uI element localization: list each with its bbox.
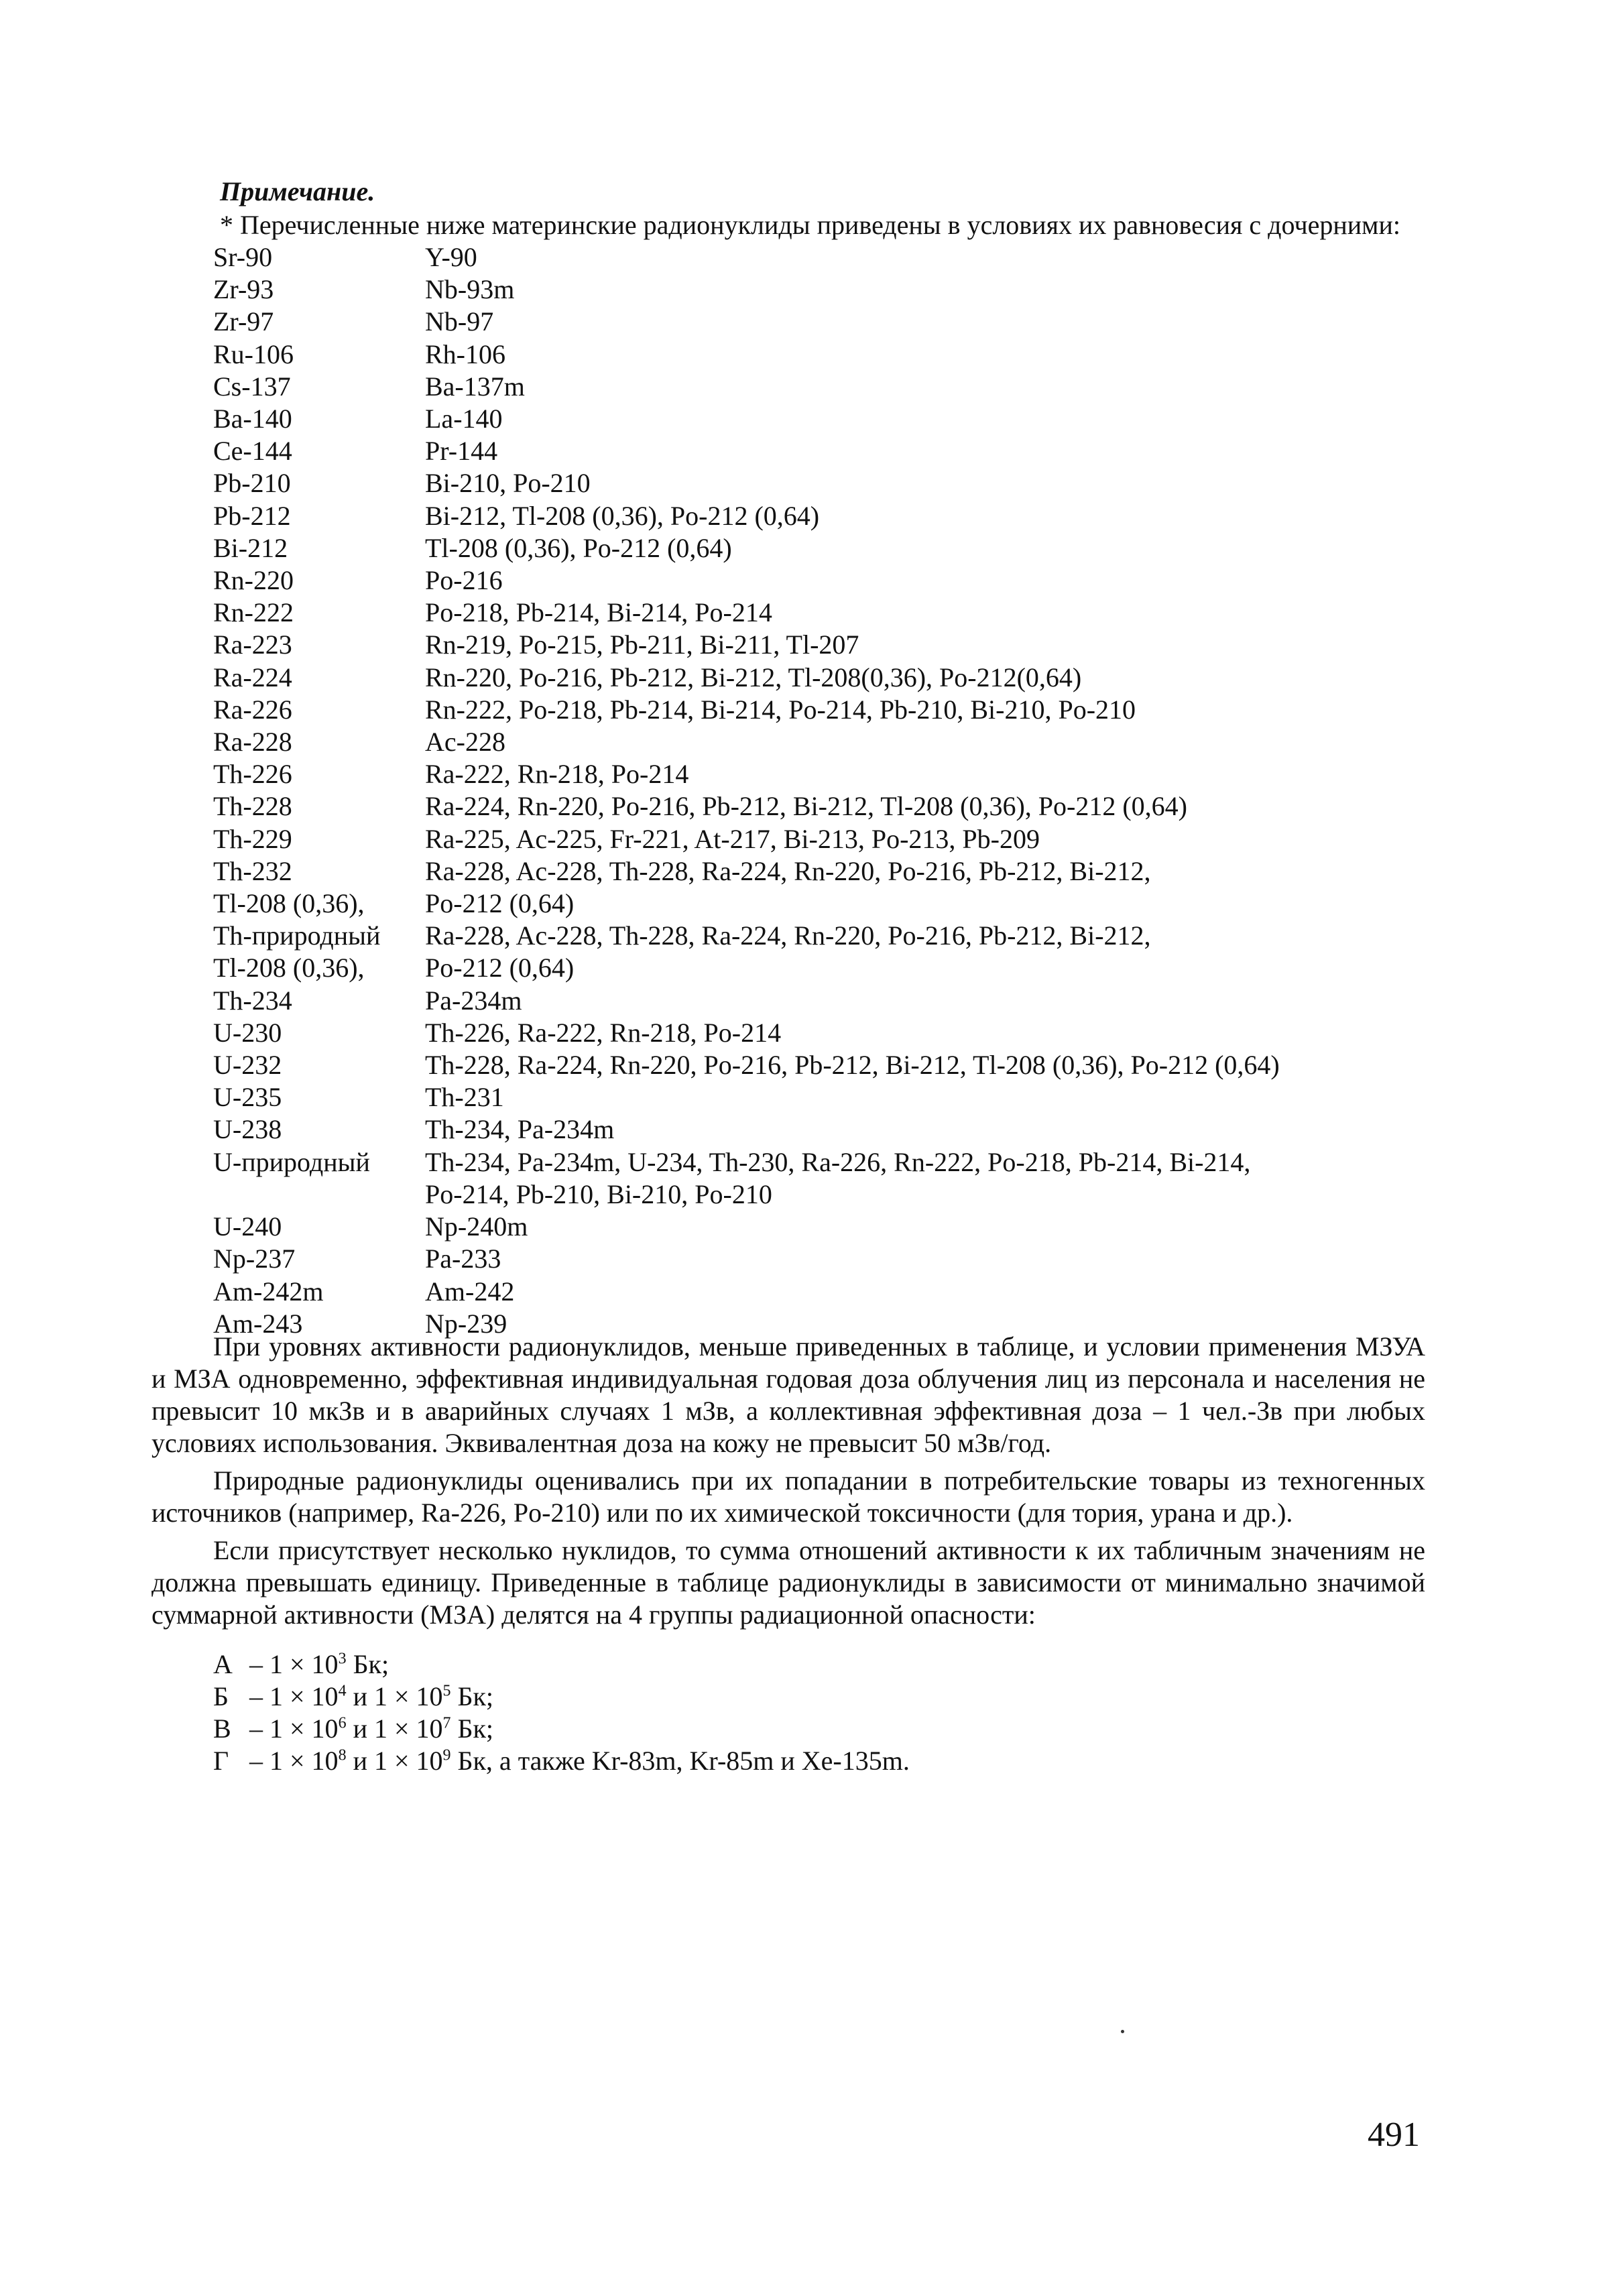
parent-nuclide: Zr-97 <box>213 306 274 337</box>
daughter-nuclides: Po-212 (0,64) <box>425 953 575 983</box>
hazard-group-row <box>213 1648 910 1681</box>
daughter-nuclides: Ra-224, Rn-220, Po-216, Pb-212, Bi-212, Tl-208 (0,36), Po-212 (0,64) <box>425 791 1187 822</box>
daughter-nuclides: Th-234, Pa-234m, U-234, Th-230, Ra-226, Rn-222, Po-218, Pb-214, Bi-214, <box>425 1146 1251 1177</box>
nuclide-row <box>213 1179 1420 1211</box>
nuclide-row <box>213 435 1420 467</box>
group-activity-prefix: – 1 × 10 <box>249 1681 339 1711</box>
group-exponent: 9 <box>442 1746 451 1764</box>
nuclide-row <box>213 1146 1420 1179</box>
nuclide-row <box>213 1081 1420 1113</box>
paragraph-natural-nuclides: Природные радионуклиды оценивались при их попадании в потребительские товары из техногенных источников (например, Ra-226, Po-210) или по их химической токсичности (для тория, урана и др.). <box>152 1465 1425 1528</box>
daughter-nuclides: Ra-228, Ac-228, Th-228, Ra-224, Rn-220, Po-216, Pb-212, Bi-212, <box>425 920 1151 951</box>
daughter-nuclides: Y-90 <box>425 242 477 272</box>
nuclide-row <box>213 371 1420 403</box>
parent-nuclide: U-230 <box>213 1017 282 1048</box>
daughter-nuclides: Th-226, Ra-222, Rn-218, Po-214 <box>425 1017 782 1048</box>
daughter-nuclides: Rn-220, Po-216, Pb-212, Bi-212, Tl-208(0,36), Po-212(0,64) <box>425 662 1082 692</box>
daughter-nuclides: Po-218, Pb-214, Bi-214, Po-214 <box>425 597 772 628</box>
nuclide-row <box>213 694 1420 726</box>
parent-nuclide: Th-229 <box>213 823 292 854</box>
nuclide-row <box>213 500 1420 532</box>
nuclide-row <box>213 532 1420 564</box>
parent-nuclide: Cs-137 <box>213 371 291 402</box>
daughter-nuclides: Np-239 <box>425 1308 507 1339</box>
parent-nuclide: Th-228 <box>213 791 292 822</box>
parent-nuclide: Pb-210 <box>213 468 291 499</box>
nuclide-row <box>213 564 1420 597</box>
nuclide-row <box>213 597 1420 629</box>
daughter-nuclides: Ra-228, Ac-228, Th-228, Ra-224, Rn-220, Po-216, Pb-212, Bi-212, <box>425 855 1151 886</box>
parent-nuclide: Th-234 <box>213 985 292 1016</box>
scan-speck <box>1121 2030 1124 2033</box>
nuclide-row <box>213 306 1420 338</box>
daughter-nuclides: Pr-144 <box>425 436 498 467</box>
group-exponent: 4 <box>338 1682 347 1700</box>
group-exponent: 7 <box>442 1714 451 1732</box>
parent-nuclide: Np-237 <box>213 1244 296 1274</box>
parent-nuclide: U-232 <box>213 1050 282 1081</box>
nuclide-row <box>213 985 1420 1017</box>
nuclide-table <box>213 241 1420 1340</box>
note-intro: * Перечисленные ниже материнские радионуклиды приведены в условиях их равновесия с дочерними: <box>220 210 1400 240</box>
nuclide-row <box>213 952 1420 984</box>
paragraphs <box>152 1331 1425 1636</box>
parent-nuclide: Ra-226 <box>213 694 292 725</box>
nuclide-row <box>213 339 1420 371</box>
nuclide-row <box>213 662 1420 694</box>
group-activity <box>249 1745 910 1777</box>
group-exponent: 5 <box>442 1682 451 1700</box>
nuclide-row <box>213 790 1420 823</box>
daughter-nuclides: Po-212 (0,64) <box>425 888 575 919</box>
paragraph-activity-levels: При уровнях активности радионуклидов, меньше приведенных в таблице, и условии применения МЗУА и МЗА одновременно, эффективная индивидуальная годовая доза облучения лиц из персонала и населения не превысит 10 мкЗв и в аварийных случаях 1 мЗв, а коллективная эффективная доза – 1 чел.-Зв при любых условиях использования. Эквивалентная доза на кожу не превысит 50 мЗв/год. <box>152 1331 1425 1458</box>
daughter-nuclides: Po-214, Pb-210, Bi-210, Po-210 <box>425 1179 772 1209</box>
nuclide-row <box>213 1243 1420 1275</box>
daughter-nuclides: La-140 <box>425 404 503 434</box>
parent-nuclide <box>213 1179 425 1211</box>
parent-nuclide: Zr-93 <box>213 274 274 305</box>
hazard-group-row <box>213 1745 910 1777</box>
parent-nuclide: Sr-90 <box>213 242 273 272</box>
daughter-nuclides: Nb-97 <box>425 306 494 337</box>
daughter-nuclides: Np-240m <box>425 1211 528 1242</box>
hazard-groups-list <box>213 1648 910 1777</box>
daughter-nuclides: Po-216 <box>425 565 503 596</box>
group-exponent: 8 <box>338 1746 347 1764</box>
group-letter: В <box>213 1713 231 1744</box>
parent-nuclide: Th-природный <box>213 920 381 951</box>
nuclide-row <box>213 888 1420 920</box>
parent-nuclide: Am-242m <box>213 1276 324 1307</box>
nuclide-row <box>213 1049 1420 1081</box>
parent-nuclide: Ba-140 <box>213 404 292 434</box>
group-activity <box>249 1648 389 1681</box>
parent-nuclide: Th-226 <box>213 759 292 790</box>
nuclide-row <box>213 823 1420 855</box>
daughter-nuclides: Tl-208 (0,36), Po-212 (0,64) <box>425 532 732 563</box>
nuclide-row <box>213 467 1420 499</box>
parent-nuclide: U-240 <box>213 1211 282 1242</box>
group-activity-suffix: Бк; <box>450 1713 494 1744</box>
daughter-nuclides: Ba-137m <box>425 371 525 402</box>
daughter-nuclides: Rn-222, Po-218, Pb-214, Bi-214, Po-214, Pb-210, Bi-210, Po-210 <box>425 694 1136 725</box>
daughter-nuclides: Nb-93m <box>425 274 515 305</box>
daughter-nuclides: Pa-234m <box>425 985 522 1016</box>
hazard-group-row <box>213 1681 910 1713</box>
group-activity <box>249 1713 493 1745</box>
group-activity-middle: Бк; <box>346 1649 389 1679</box>
daughter-nuclides: Th-228, Ra-224, Rn-220, Po-216, Pb-212, Bi-212, Tl-208 (0,36), Po-212 (0,64) <box>425 1050 1280 1081</box>
group-letter: А <box>213 1649 233 1679</box>
group-activity-prefix: – 1 × 10 <box>249 1713 339 1744</box>
paragraph-multiple-nuclides: Если присутствует несколько нуклидов, то сумма отношений активности к их табличным значениям не должна превышать единицу. Приведенные в таблице радионуклиды в зависимости от минимально значимой суммарной активности (МЗА) делятся на 4 группы радиационной опасности: <box>152 1535 1425 1630</box>
group-activity-prefix: – 1 × 10 <box>249 1649 339 1679</box>
daughter-nuclides: Ra-225, Ac-225, Fr-221, At-217, Bi-213, Po-213, Pb-209 <box>425 823 1040 854</box>
parent-nuclide: U-238 <box>213 1114 282 1145</box>
nuclide-row <box>213 1211 1420 1243</box>
daughter-nuclides: Am-242 <box>425 1276 515 1307</box>
nuclide-row <box>213 1276 1420 1308</box>
parent-nuclide: U-235 <box>213 1082 282 1113</box>
parent-nuclide: Am-243 <box>213 1308 303 1339</box>
parent-nuclide: Ce-144 <box>213 436 292 467</box>
parent-nuclide: Ru-106 <box>213 339 294 369</box>
daughter-nuclides: Pa-233 <box>425 1244 501 1274</box>
page-number: 491 <box>1368 2116 1420 2154</box>
group-letter: Б <box>213 1681 229 1711</box>
parent-nuclide: Ra-224 <box>213 662 292 692</box>
daughter-nuclides: Rh-106 <box>425 339 505 369</box>
nuclide-row <box>213 920 1420 952</box>
group-letter: Г <box>213 1746 229 1776</box>
group-activity-suffix: Бк; <box>450 1681 494 1711</box>
nuclide-row <box>213 403 1420 435</box>
parent-nuclide: Rn-222 <box>213 597 294 628</box>
daughter-nuclides: Ra-222, Rn-218, Po-214 <box>425 759 689 790</box>
parent-nuclide: Th-232 <box>213 855 292 886</box>
parent-nuclide: Bi-212 <box>213 532 288 563</box>
parent-nuclide: Pb-212 <box>213 500 291 531</box>
nuclide-row <box>213 726 1420 758</box>
daughter-nuclides: Th-231 <box>425 1082 504 1113</box>
parent-nuclide: Ra-223 <box>213 629 292 660</box>
daughter-nuclides: Rn-219, Po-215, Pb-211, Bi-211, Tl-207 <box>425 629 859 660</box>
nuclide-row <box>213 629 1420 661</box>
nuclide-row <box>213 855 1420 888</box>
parent-nuclide: U-природный <box>213 1146 370 1177</box>
daughter-nuclides: Ac-228 <box>425 727 505 758</box>
group-exponent: 3 <box>338 1650 347 1668</box>
daughter-nuclides: Bi-210, Po-210 <box>425 468 591 499</box>
group-activity-suffix: Бк, а также Kr-83m, Kr-85m и Xe-135m. <box>450 1746 910 1776</box>
group-activity <box>249 1681 493 1713</box>
hazard-group-row <box>213 1713 910 1745</box>
parent-nuclide: Ra-228 <box>213 727 292 758</box>
group-activity-middle: и 1 × 10 <box>346 1746 443 1776</box>
parent-nuclide: Rn-220 <box>213 565 294 596</box>
group-activity-prefix: – 1 × 10 <box>249 1746 339 1776</box>
nuclide-row <box>213 274 1420 306</box>
group-activity-middle: и 1 × 10 <box>346 1681 443 1711</box>
parent-nuclide: Tl-208 (0,36), <box>213 953 365 983</box>
group-exponent: 6 <box>338 1714 347 1732</box>
nuclide-row <box>213 1113 1420 1146</box>
daughter-nuclides: Bi-212, Tl-208 (0,36), Po-212 (0,64) <box>425 500 820 531</box>
nuclide-row <box>213 758 1420 790</box>
nuclide-row <box>213 1017 1420 1049</box>
group-activity-middle: и 1 × 10 <box>346 1713 443 1744</box>
parent-nuclide: Tl-208 (0,36), <box>213 888 365 919</box>
nuclide-row <box>213 241 1420 274</box>
daughter-nuclides: Th-234, Pa-234m <box>425 1114 615 1145</box>
note-heading: Примечание. <box>220 176 375 206</box>
